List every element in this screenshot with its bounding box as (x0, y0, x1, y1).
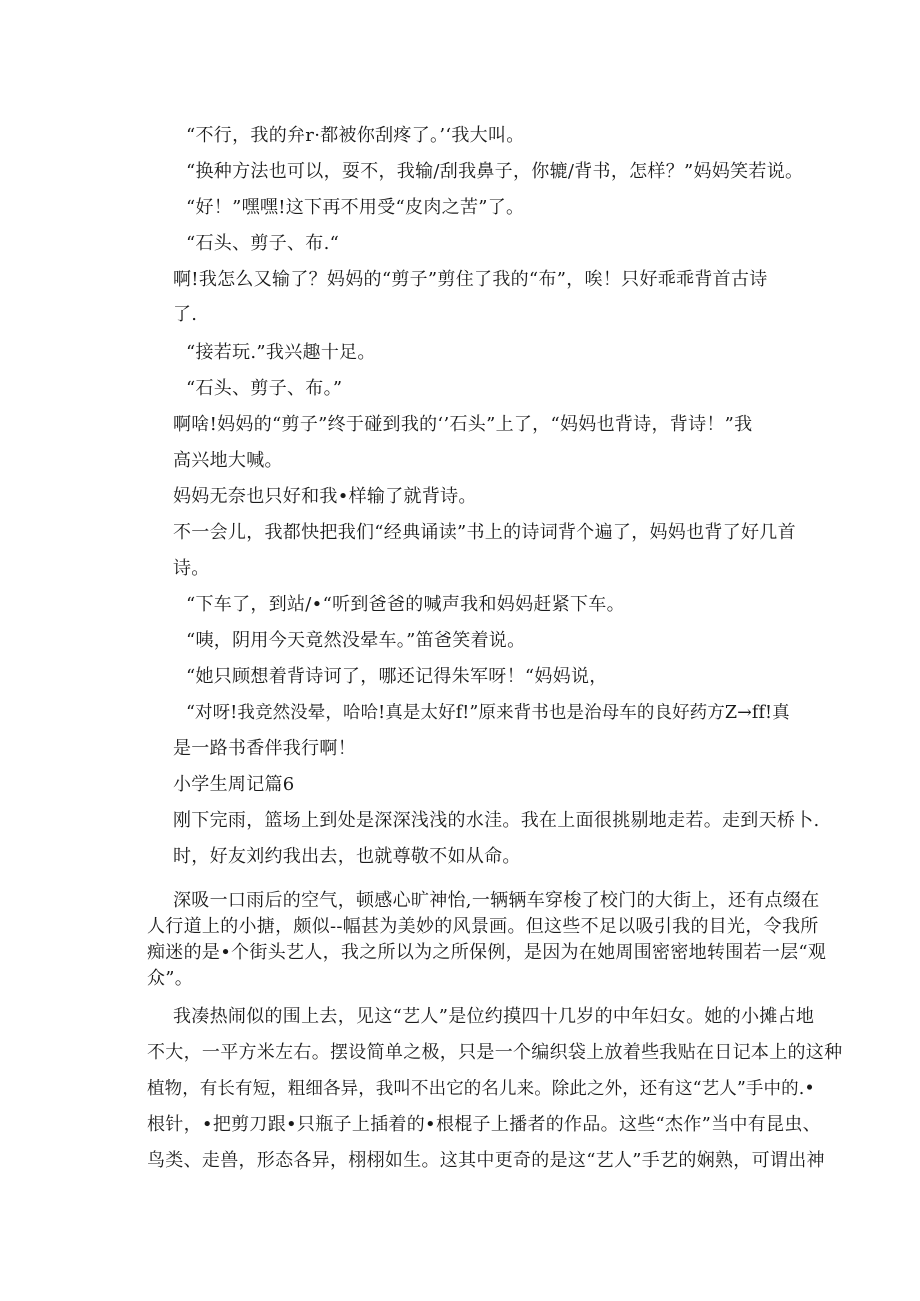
text-line: 诗。 (173, 558, 210, 579)
text-line: 植物，有长有短，粗细各异，我叫不出它的名儿来。除此之外，还有这“艺人”手中的.• (147, 1079, 815, 1099)
text-line: 众”。 (147, 968, 194, 989)
text-line: 刚下完雨，篮场上到处是深深浅浅的水洼。我在上面很挑剔地走若。走到天桥卜. (173, 810, 820, 831)
text-line: 啊啥!妈妈的“剪子”终于碰到我的‘’石头”上了，“妈妈也背诗，背诗！”我 (173, 414, 753, 435)
text-line: 我凑热闹似的围上去，见这“艺人”是位约摸四十几岁的中年妇女。她的小摊占地 (173, 1006, 815, 1027)
text-line: 时，好友刘约我出去，也就尊敬不如从命。 (173, 846, 521, 867)
text-line: “下车了，到站/•“听到爸爸的喊声我和妈妈赶紧下车。 (186, 594, 625, 615)
text-line: “对呀!我竞然没晕，哈哈!真是太好f!”原来背书也是治母车的良好药方Z→ff!真 (186, 703, 790, 723)
text-line: 了. (173, 304, 198, 325)
text-line: 根针，•把剪刀跟•只瓶子上插着的•根棍子上播者的作品。这些“杰作”当中有昆虫、 (147, 1114, 821, 1135)
text-line: 深吸一口雨后的空气，顿感心旷神怡,一辆辆车穿梭了校门的大街上，还有点缀在 (173, 890, 820, 911)
text-line: 鸟类、走兽，形态各异，栩栩如生。这其中更奇的是这“艺人”手艺的娴熟，可谓出神 (147, 1150, 825, 1171)
text-line: “她只顾想着背诗诃了，哪还记得朱军呀！“妈妈说， (186, 666, 608, 687)
text-line: “石头、剪子、布.“ (186, 233, 340, 254)
text-line: “咦，阴用今天竟然没晕车。”笛爸笑着说。 (186, 630, 526, 651)
text-line: 不一会儿，我都快把我们“经典诵读”书上的诗词背个遍了，妈妈也背了好几首 (173, 522, 796, 543)
text-line: 痴迷的是•个街头艺人，我之所以为之所保例，是因为在她周围密密地转围若一层“观 (147, 942, 827, 963)
text-line: 人行道上的小搪，颇似--幅甚为美妙的风景画。但这些不足以吸引我的目光，令我所 (147, 916, 819, 937)
text-line: 妈妈无奈也只好和我•样输了就背诗。 (173, 486, 477, 507)
text-line: “接若玩.”我兴趣十足。 (186, 342, 376, 363)
text-line: “好！”嘿嘿!这下再不用受“皮肉之苦”了。 (186, 197, 525, 218)
text-line: 啊!我怎么又输了？妈妈的“剪子”剪住了我的“布”，唉！只好乖乖背首古诗 (173, 269, 768, 290)
text-line: “换种方法也可以，耍不，我输/刮我鼻子，你辘/背书，怎样？”妈妈笑若说。 (186, 161, 804, 182)
text-line: “石头、剪子、布。” (186, 378, 343, 399)
text-line: 不大，一平方米左右。摆设简单之极，只是一个编织袋上放着些我贴在日记本上的这种 (147, 1042, 843, 1063)
text-line: “不行，我的弁r·都被你刮疼了。’‘我大叫。 (186, 125, 525, 146)
section-heading: 小学生周记篇6 (173, 774, 295, 795)
text-line: 高兴地大喊。 (173, 450, 283, 471)
text-line: 是一路书香伴我行啊！ (173, 738, 356, 759)
